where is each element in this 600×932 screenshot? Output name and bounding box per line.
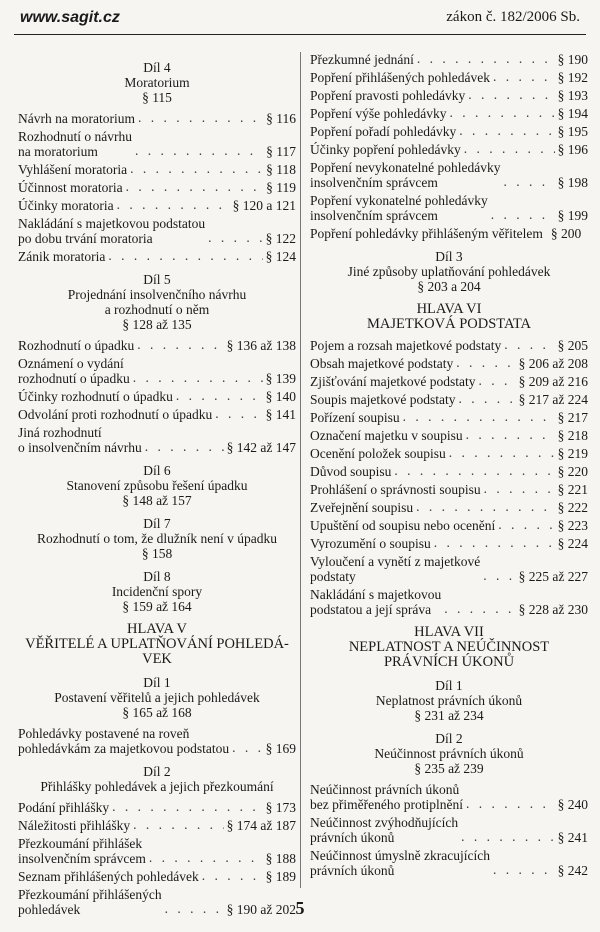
toc-entry[interactable] [18, 162, 296, 177]
heading-line: Díl 4 [143, 60, 171, 75]
toc-entry-title: Přezkumné jednání [310, 52, 414, 67]
dot-leader [215, 409, 262, 419]
dot-leader [449, 108, 554, 118]
dot-leader [461, 832, 555, 842]
section-heading [310, 249, 588, 294]
heading-line: Neplatnost právních úkonů [375, 693, 523, 708]
section-heading [18, 569, 296, 614]
dot-leader [108, 251, 262, 261]
dot-leader [135, 146, 263, 156]
toc-entry-title: Seznam přihlášených pohledávek [18, 869, 199, 884]
heading-line: HLAVA VII [414, 624, 484, 640]
toc-entry[interactable] [310, 88, 588, 103]
toc-entry-section: § 141 [265, 407, 296, 422]
heading-line: § 128 až 135 [122, 317, 192, 332]
toc-entry[interactable] [18, 836, 296, 866]
toc-entry[interactable] [310, 106, 588, 121]
toc-entry-title: Prohlášení o správnosti soupisu [310, 482, 481, 497]
toc-entry[interactable] [310, 482, 588, 497]
toc-entry-title: Účinky rozhodnutí o úpadku [18, 389, 173, 404]
header-rule [14, 34, 586, 35]
toc-entry[interactable] [18, 818, 296, 833]
toc-entry[interactable] [310, 464, 588, 479]
toc-entry[interactable] [310, 782, 588, 812]
toc-entry[interactable] [18, 800, 296, 815]
heading-line: Díl 8 [143, 569, 171, 584]
toc-entry-section: § 119 [266, 180, 296, 195]
toc-entry-title: Popření přihlášených pohledávek [310, 70, 490, 85]
toc-entry[interactable] [310, 124, 588, 139]
toc-entry[interactable] [18, 180, 296, 195]
toc-entry-section: § 220 [557, 464, 588, 479]
toc-entry-section: § 118 [266, 162, 296, 177]
heading-line: HLAVA V [126, 621, 188, 637]
toc-entry-section: § 136 až 138 [226, 338, 296, 353]
heading-line: Díl 3 [435, 249, 463, 264]
toc-entry-section: § 223 [557, 518, 588, 533]
toc-entry-section: § 124 [265, 249, 296, 264]
dot-leader [459, 394, 516, 404]
heading-line: NEPLATNOST A NEÚČINNOST [348, 639, 550, 655]
toc-entry[interactable] [310, 142, 588, 157]
dot-leader [493, 72, 555, 82]
toc-entry-title: Popření vykonatelné pohledávky insolvenčním správcem [310, 193, 488, 223]
toc-entry-title: Přezkoumání přihlášek insolvenčním správcem [18, 836, 146, 866]
heading-line: § 165 až 168 [122, 705, 192, 720]
toc-entry-title: Jiná rozhodnutí o insolvenčním návrhu [18, 425, 142, 455]
dot-leader [176, 391, 263, 401]
toc-entry-section: § 199 [557, 208, 588, 223]
dot-leader [133, 820, 224, 830]
toc-entry-title: Důvod soupisu [310, 464, 392, 479]
dot-leader [466, 799, 555, 809]
dot-leader [208, 233, 263, 243]
toc-entry-section: § 116 [266, 111, 296, 126]
law-reference: zákon č. 182/2006 Sb. [446, 9, 580, 25]
toc-entry-title: Ocenění položek soupisu [310, 446, 446, 461]
toc-entry[interactable] [18, 869, 296, 884]
toc-entry[interactable] [310, 554, 588, 584]
section-heading [310, 678, 588, 723]
dot-leader [456, 358, 515, 368]
heading-line: Projednání insolvenčního návrhu [67, 287, 247, 302]
toc-entry[interactable] [310, 338, 588, 353]
toc-entry[interactable] [310, 392, 588, 407]
toc-entry-title: Návrh na moratorium [18, 111, 135, 126]
heading-line: Postavení věřitelů a jejich pohledávek [54, 690, 260, 705]
dot-leader [483, 571, 515, 581]
dot-leader [504, 340, 554, 350]
heading-line: Díl 2 [143, 764, 171, 779]
heading-line: § 159 až 164 [122, 599, 192, 614]
toc-entry[interactable] [18, 338, 296, 353]
heading-line: VEK [142, 651, 172, 667]
toc-entry-title: Nakládání s majetkovou podstatou a její správa [310, 587, 442, 617]
toc-entry-title: Upuštění od soupisu nebo ocenění [310, 518, 496, 533]
dot-leader [202, 871, 263, 881]
toc-entry[interactable] [310, 587, 588, 617]
site-url: www.sagit.cz [20, 9, 120, 26]
section-heading [18, 272, 296, 332]
dot-leader [416, 502, 555, 512]
dot-leader [466, 430, 555, 440]
section-heading [18, 60, 296, 105]
toc-entry-title: Popření pořadí pohledávky [310, 124, 457, 139]
dot-leader [145, 442, 224, 452]
dot-leader [133, 373, 263, 383]
heading-line: § 148 až 157 [122, 493, 192, 508]
dot-leader [112, 802, 263, 812]
dot-leader [117, 200, 230, 210]
heading-line: Přihlášky pohledávek a jejich přezkoumání [40, 779, 274, 794]
toc-entry[interactable] [310, 410, 588, 425]
toc-entry-title: Vyhlášení moratoria [18, 162, 128, 177]
dot-leader [491, 210, 555, 220]
toc-entry[interactable] [310, 70, 588, 85]
toc-entry[interactable] [310, 356, 588, 371]
dot-leader [138, 113, 263, 123]
toc-entry-title: Účinky moratoria [18, 198, 114, 213]
toc-entry-title: Popření pohledávky přihlášeným věřitelem [310, 226, 543, 241]
toc-entry[interactable] [18, 111, 296, 126]
toc-entry[interactable] [18, 129, 296, 159]
dot-leader [130, 164, 263, 174]
toc-entry-section: § 209 až 216 [518, 374, 588, 389]
toc-entry-section: § 241 [557, 830, 588, 845]
toc-entry-section: § 195 [557, 124, 588, 139]
toc-entry-title: Pořízení soupisu [310, 410, 400, 425]
dot-leader [449, 448, 555, 458]
dot-leader [503, 177, 554, 187]
toc-entry-section: § 228 až 230 [518, 602, 588, 617]
toc-entry[interactable] [18, 198, 296, 213]
toc-entry[interactable] [18, 356, 296, 386]
dot-leader [417, 54, 555, 64]
dot-leader [498, 520, 554, 530]
toc-entry-section: § 169 [265, 741, 296, 756]
toc-entry-section: § 205 [557, 338, 588, 353]
toc-entry[interactable] [310, 536, 588, 551]
section-heading [18, 764, 296, 794]
toc-entry-title: Obsah majetkové podstaty [310, 356, 454, 371]
toc-entry-title: Nakládání s majetkovou podstatou po dobu trvání moratoria [18, 216, 206, 246]
toc-entry[interactable] [310, 160, 588, 190]
toc-entry-section: § 140 [265, 389, 296, 404]
dot-leader [484, 484, 555, 494]
toc-entry-section: § 194 [557, 106, 588, 121]
toc-entry-section: § 222 [557, 500, 588, 515]
heading-line: a rozhodnutí o něm [104, 302, 210, 317]
toc-entry-section: § 240 [557, 797, 588, 812]
dot-leader [126, 182, 264, 192]
toc-entry-title: Podání přihlášky [18, 800, 110, 815]
toc-entry-title: Popření výše pohledávky [310, 106, 447, 121]
toc-entry-section: § 190 [557, 52, 588, 67]
toc-entry-title: Účinky popření pohledávky [310, 142, 461, 157]
heading-line: HLAVA VI [416, 301, 482, 317]
column-divider [300, 52, 301, 888]
heading-line: Díl 2 [435, 731, 463, 746]
toc-entry-section: § 142 až 147 [226, 440, 296, 455]
toc-entry-section: § 188 [265, 851, 296, 866]
heading-line: § 115 [142, 90, 172, 105]
heading-line: § 158 [141, 546, 173, 561]
toc-entry[interactable] [310, 52, 588, 67]
toc-entry-section: § 117 [266, 144, 296, 159]
toc-entry[interactable] [310, 848, 588, 878]
toc-entry-section: § 189 [265, 869, 296, 884]
heading-line: Jiné způsoby uplatňování pohledávek [347, 264, 551, 279]
toc-entry-section: § 217 [557, 410, 588, 425]
toc-entry-section: § 224 [557, 536, 588, 551]
section-heading [18, 675, 296, 720]
heading-line: Neúčinnost právních úkonů [374, 746, 524, 761]
toc-entry-section: § 190 až 202 [226, 902, 296, 917]
heading-line: Díl 1 [143, 675, 171, 690]
heading-line: § 203 a 204 [417, 279, 481, 294]
heading-line: MAJETKOVÁ PODSTATA [366, 316, 532, 332]
toc-entry-title: Oznámení o vydání rozhodnutí o úpadku [18, 356, 130, 386]
toc-entry[interactable] [18, 216, 296, 246]
toc-entry[interactable] [18, 389, 296, 404]
toc-entry-title: Pohledávky postavené na roveň pohledávkám za majetkovou podstatou [18, 726, 230, 756]
toc-entry-section: § 139 [265, 371, 296, 386]
dot-leader [459, 126, 554, 136]
heading-line: Incidenční spory [111, 584, 203, 599]
heading-line: Stanovení způsobu řešení úpadku [66, 478, 248, 493]
toc-entry-title: Popření nevykonatelné pohledávky insolvenčním správcem [310, 160, 501, 190]
toc-entry-title: Zánik moratoria [18, 249, 106, 264]
dot-leader [468, 90, 554, 100]
toc-entry-section: § 217 až 224 [518, 392, 588, 407]
toc-entry-section: § 218 [557, 428, 588, 443]
toc-entry[interactable] [310, 374, 588, 389]
dot-leader [232, 743, 263, 753]
heading-line: VĚŘITELÉ A UPLATŇOVÁNÍ POHLEDÁ- [25, 636, 289, 652]
toc-entry-section: § 174 až 187 [226, 818, 296, 833]
dot-leader [434, 538, 555, 548]
toc-entry[interactable] [18, 249, 296, 264]
toc-entry-section: § 198 [557, 175, 588, 190]
heading-line: Moratorium [124, 75, 190, 90]
page-number: 5 [295, 898, 305, 918]
toc-entry[interactable] [310, 193, 588, 223]
toc-entry[interactable] [310, 428, 588, 443]
toc-entry[interactable] [310, 500, 588, 515]
heading-line: Díl 5 [143, 272, 171, 287]
toc-entry-title: Neúčinnost úmyslně zkracujících právních úkonů [310, 848, 490, 878]
heading-line: Díl 7 [143, 516, 171, 531]
toc-entry-section: § 120 a 121 [232, 198, 296, 213]
toc-entry-section: § 193 [557, 88, 588, 103]
toc-entry-section: § 225 až 227 [518, 569, 588, 584]
heading-line: PRÁVNÍCH ÚKONŮ [383, 654, 515, 670]
toc-entry-section: § 173 [265, 800, 296, 815]
toc-entry[interactable] [18, 407, 296, 422]
toc-entry-title: Soupis majetkové podstaty [310, 392, 456, 407]
toc-entry-title: Rozhodnutí o úpadku [18, 338, 135, 353]
section-heading [18, 516, 296, 561]
chapter-heading [310, 302, 588, 332]
toc-entry[interactable] [310, 226, 588, 241]
toc-entry-section: § 196 [557, 142, 588, 157]
toc-entry-title: Neúčinnost zvýhodňujících právních úkonů [310, 815, 459, 845]
heading-line: Díl 1 [435, 678, 463, 693]
section-heading [310, 731, 588, 776]
toc-entry-title: Zveřejnění soupisu [310, 500, 414, 515]
toc-entry[interactable] [18, 726, 296, 756]
toc-entry-title: Zjišťování majetkové podstaty [310, 374, 476, 389]
toc-entry-section: § 192 [557, 70, 588, 85]
dot-leader [149, 853, 263, 863]
toc-entry-title: Rozhodnutí o návrhu na moratorium [18, 129, 132, 159]
toc-entry[interactable] [310, 446, 588, 461]
toc-entry-title: Označení majetku v soupisu [310, 428, 463, 443]
chapter-heading [18, 622, 296, 667]
heading-line: § 231 až 234 [414, 708, 484, 723]
toc-entry-title: Pojem a rozsah majetkové podstaty [310, 338, 502, 353]
toc-entry-section: § 200 [550, 226, 582, 241]
toc-entry-section: § 122 [265, 231, 296, 246]
chapter-heading [310, 625, 588, 670]
toc-entry[interactable] [310, 518, 588, 533]
dot-leader [444, 604, 515, 614]
toc-entry-title: Vyrozumění o soupisu [310, 536, 431, 551]
toc-entry-title: Popření pravosti pohledávky [310, 88, 466, 103]
heading-line: Díl 6 [143, 463, 171, 478]
toc-entry-title: Přezkoumání přihlášených pohledávek [18, 887, 162, 917]
heading-line: § 235 až 239 [414, 761, 484, 776]
toc-entry-title: Neúčinnost právních úkonů bez přiměřeného protiplnění [310, 782, 463, 812]
toc-entry-title: Vyloučení a vynětí z majetkové podstaty [310, 554, 481, 584]
toc-entry[interactable] [18, 425, 296, 455]
toc-entry-section: § 206 až 208 [518, 356, 588, 371]
dot-leader [493, 865, 555, 875]
toc-entry-title: Účinnost moratoria [18, 180, 123, 195]
toc-right-column [310, 52, 588, 881]
dot-leader [464, 144, 555, 154]
toc-entry-section: § 221 [557, 482, 588, 497]
toc-entry[interactable] [310, 815, 588, 845]
toc-entry-title: Odvolání proti rozhodnutí o úpadku [18, 407, 213, 422]
dot-leader [394, 466, 554, 476]
toc-entry-title: Náležitosti přihlášky [18, 818, 131, 833]
toc-left-column [18, 52, 296, 920]
toc-entry-section: § 219 [557, 446, 588, 461]
dot-leader [479, 376, 516, 386]
dot-leader [403, 412, 555, 422]
section-heading [18, 463, 296, 508]
toc-entry-section: § 242 [557, 863, 588, 878]
dot-leader [137, 340, 223, 350]
heading-line: Rozhodnutí o tom, že dlužník není v úpadku [37, 531, 277, 546]
